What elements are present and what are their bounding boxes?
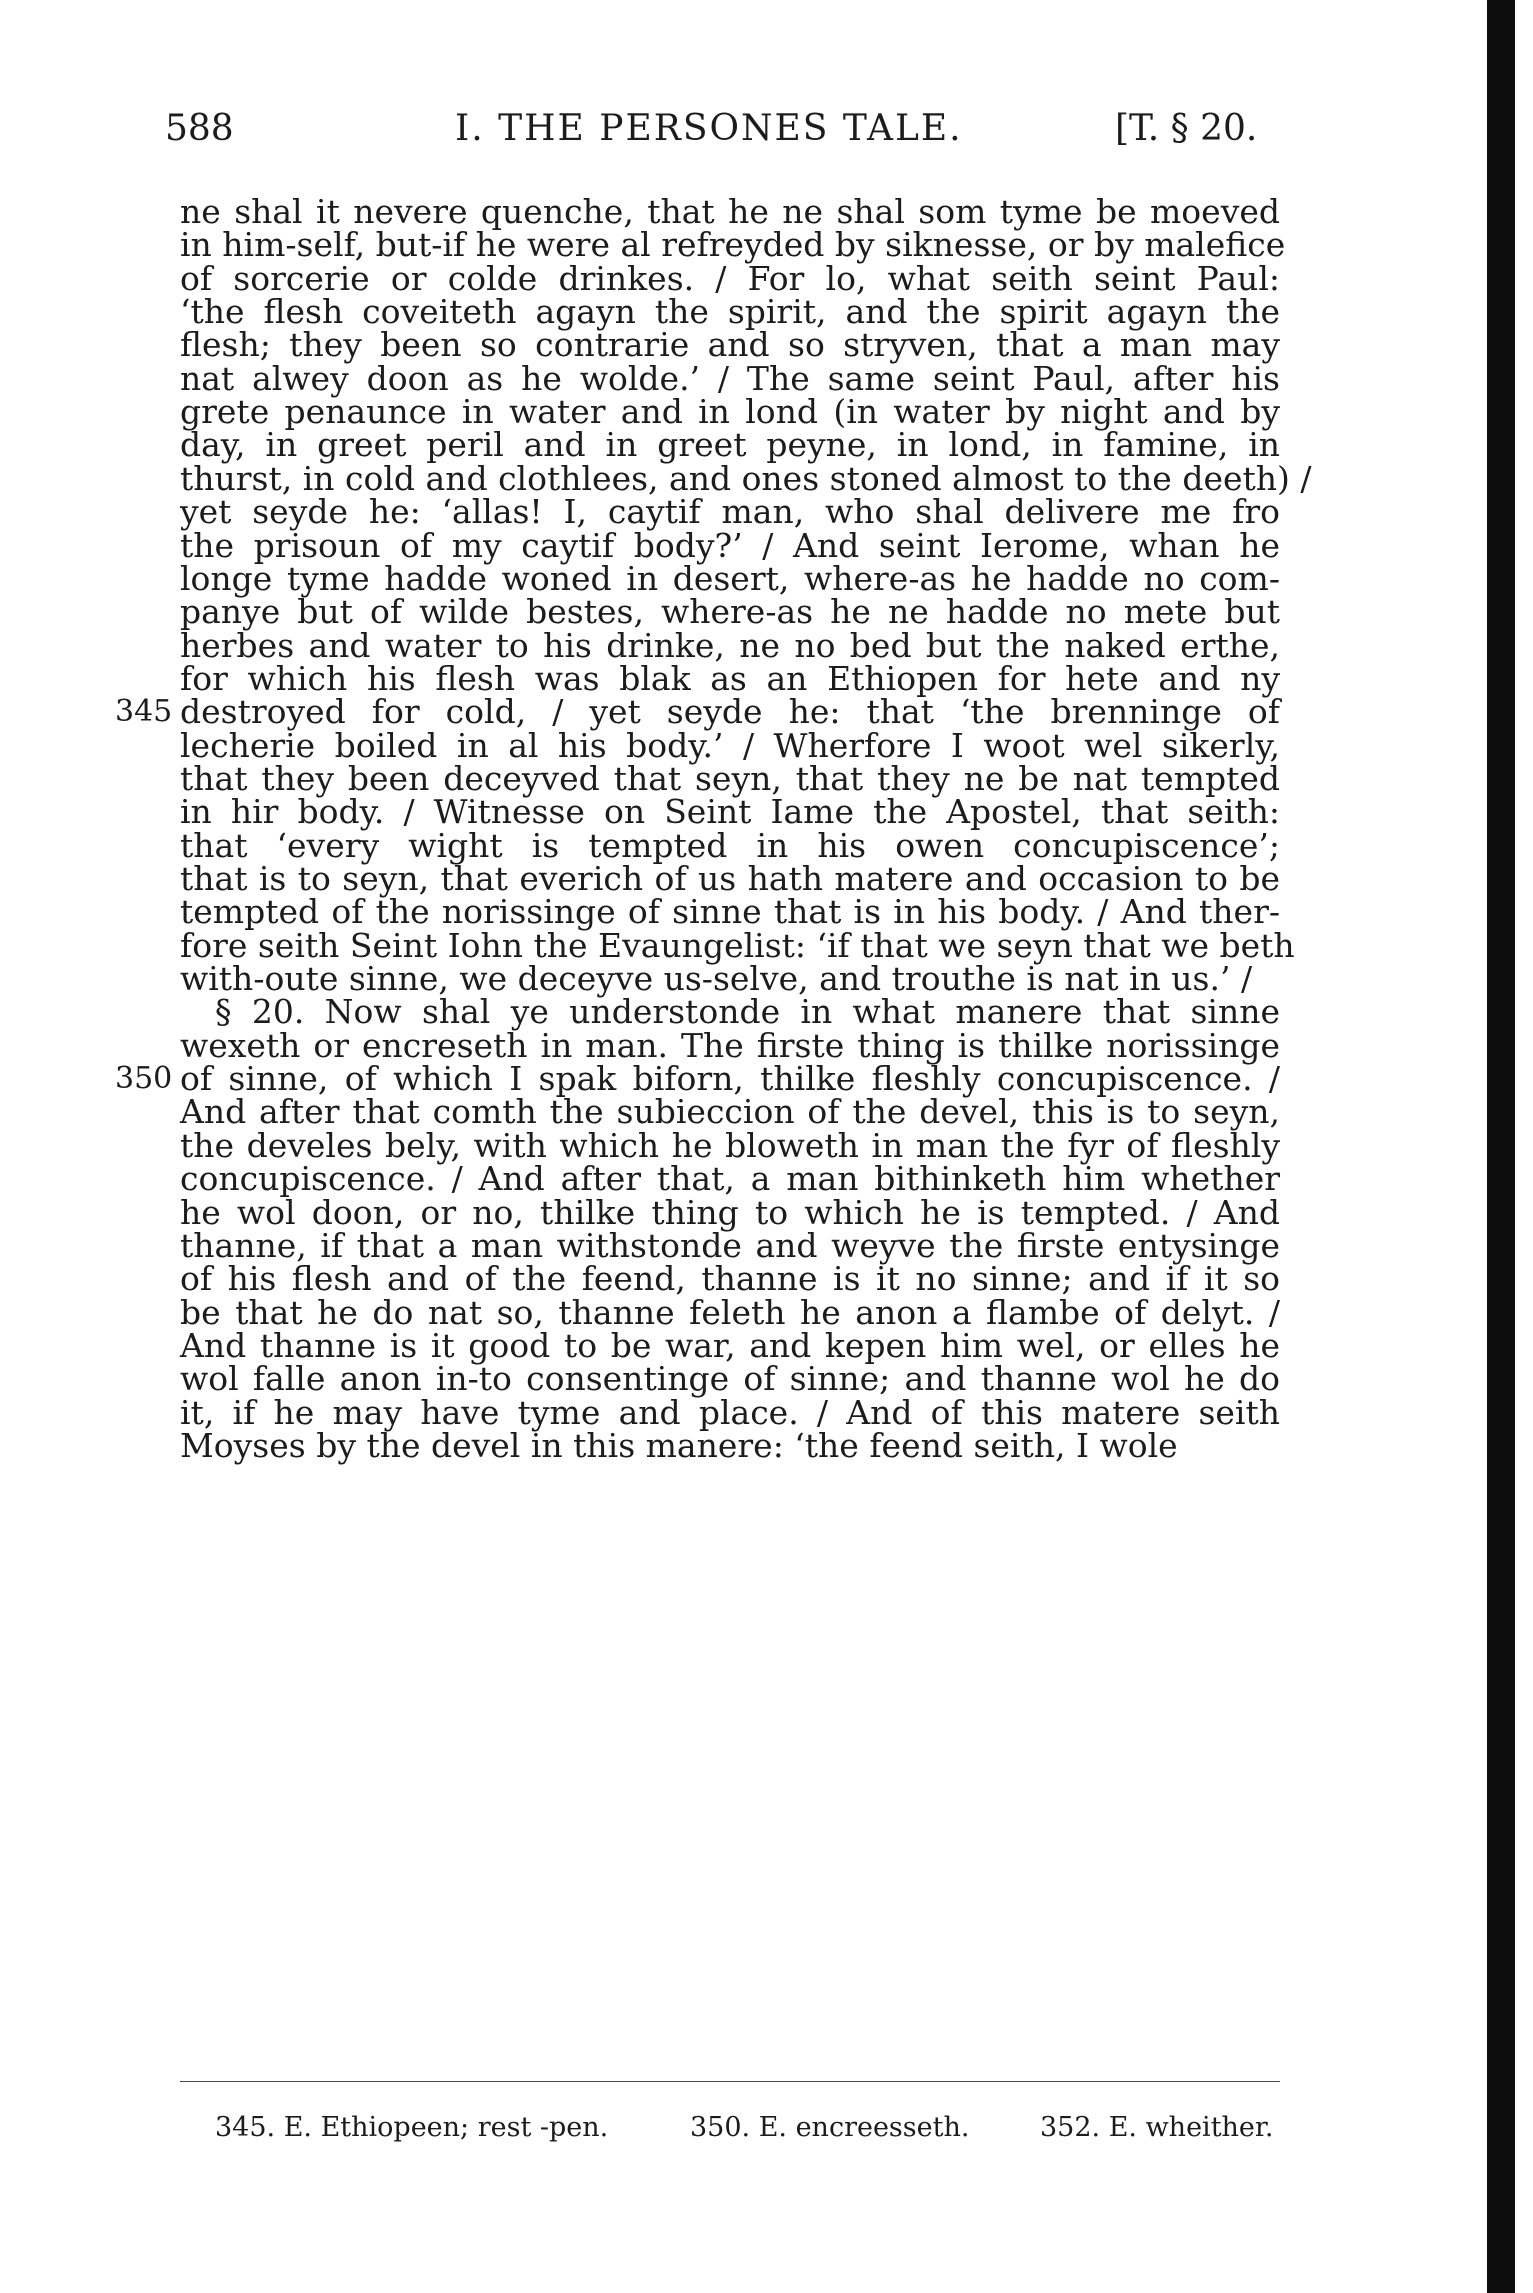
text-line: ne shal it nevere quenche, that he ne shal som tyme be moeved	[180, 192, 1280, 231]
text-line: tempted of the norissinge of sinne that is in his body. / And ther-	[180, 892, 1280, 932]
text-line: for which his flesh was blak as an Ethiopen for hete and ny	[180, 658, 1280, 698]
text-line: herbes and water to his drinke, ne no bed but the naked erthe,	[180, 625, 1280, 665]
text-line: And after that comth the subieccion of the devel, this is to seyn,	[180, 1092, 1280, 1132]
text-line: he wol doon, or no, thilke thing to which he is tempted. / And	[180, 1192, 1280, 1232]
text-line: it, if he may have tyme and place. / And of this matere seith	[180, 1392, 1280, 1432]
margin-line-number: 345	[115, 694, 173, 730]
text-line: that ‘every wight is tempted in his owen concupiscence’;	[180, 825, 1280, 865]
section-reference: [T. § 20.	[1115, 108, 1258, 149]
text-line: of sorcerie or colde drinkes. / For lo, what seith seint Paul:	[180, 258, 1280, 298]
text-line: grete penaunce in water and in lond (in water by night and by	[180, 392, 1280, 432]
text-line: with-oute sinne, we deceyve us-selve, and trouthe is nat in us.’ /	[180, 959, 1253, 999]
page-edge-shadow	[1487, 0, 1515, 2293]
text-line: destroyed for cold, / yet seyde he: that ‘the brenninge of	[180, 692, 1280, 732]
running-title: I. THE PERSONES TALE.	[455, 108, 963, 149]
text-line: thurst, in cold and clothlees, and ones stoned almost to the deeth) /	[180, 458, 1312, 498]
text-line: panye but of wilde bestes, where-as he ne hadde no mete but	[180, 592, 1280, 632]
footnote: 350. E. encreesseth.	[690, 2112, 970, 2143]
text-line: the prisoun of my caytif body?’ / And seint Ierome, whan he	[180, 525, 1280, 565]
footnote-rule	[180, 2081, 1280, 2082]
text-line: wol falle anon in-to consentinge of sinne; and thanne wol he do	[180, 1359, 1280, 1399]
running-header	[0, 108, 1533, 158]
text-line: that they been deceyved that seyn, that they ne be nat tempted	[180, 758, 1280, 798]
text-line: § 20. Now shal ye understonde in what manere that sinne	[215, 992, 1280, 1032]
text-line: the develes bely, with which he bloweth in man the fyr of fleshly	[180, 1125, 1280, 1165]
page-number: 588	[165, 108, 234, 149]
text-line: ‘the flesh coveiteth agayn the spirit, and the spirit agayn the	[180, 292, 1280, 332]
text-line: of his flesh and of the feend, thanne is it no sinne; and if it so	[180, 1259, 1280, 1299]
footnote: 345. E. Ethiopeen; rest -pen.	[215, 2112, 609, 2143]
text-line: in him-self, but-if he were al refreyded by siknesse, or by malefice	[180, 225, 1286, 265]
text-line: fore seith Seint Iohn the Evaungelist: ‘if that we seyn that we beth	[180, 925, 1295, 965]
footnote: 352. E. wheither.	[1040, 2112, 1274, 2143]
text-line: yet seyde he: ‘allas! I, caytif man, who shal delivere me fro	[180, 492, 1280, 532]
text-line: nat alwey doon as he wolde.’ / The same seint Paul, after his	[180, 358, 1280, 398]
text-line: Moyses by the devel in this manere: ‘the feend seith, I wole	[180, 1425, 1178, 1465]
margin-line-number: 350	[115, 1061, 173, 1097]
text-line: concupiscence. / And after that, a man bithinketh him whether	[180, 1159, 1280, 1199]
text-line: in hir body. / Witnesse on Seint Iame the Apostel, that seith:	[180, 792, 1280, 832]
text-line: lecherie boiled in al his body.’ / Wherfore I woot wel sikerly,	[180, 725, 1280, 765]
text-line: thanne, if that a man withstonde and weyve the firste entysinge	[180, 1225, 1280, 1265]
text-line: flesh; they been so contrarie and so stryven, that a man may	[180, 325, 1280, 365]
text-line: day, in greet peril and in greet peyne, in lond, in famine, in	[180, 425, 1280, 465]
text-line: be that he do nat so, thanne feleth he anon a flambe of delyt. /	[180, 1292, 1280, 1332]
text-line: that is to seyn, that everich of us hath matere and occasion to be	[180, 859, 1280, 898]
text-line: And thanne is it good to be war, and kepen him wel, or elles he	[180, 1325, 1280, 1365]
text-line: longe tyme hadde woned in desert, where-as he hadde no com-	[180, 558, 1280, 598]
text-line: of sinne, of which I spak biforn, thilke fleshly concupiscence. /	[180, 1059, 1280, 1099]
text-line: wexeth or encreseth in man. The firste thing is thilke norissinge	[180, 1025, 1280, 1065]
